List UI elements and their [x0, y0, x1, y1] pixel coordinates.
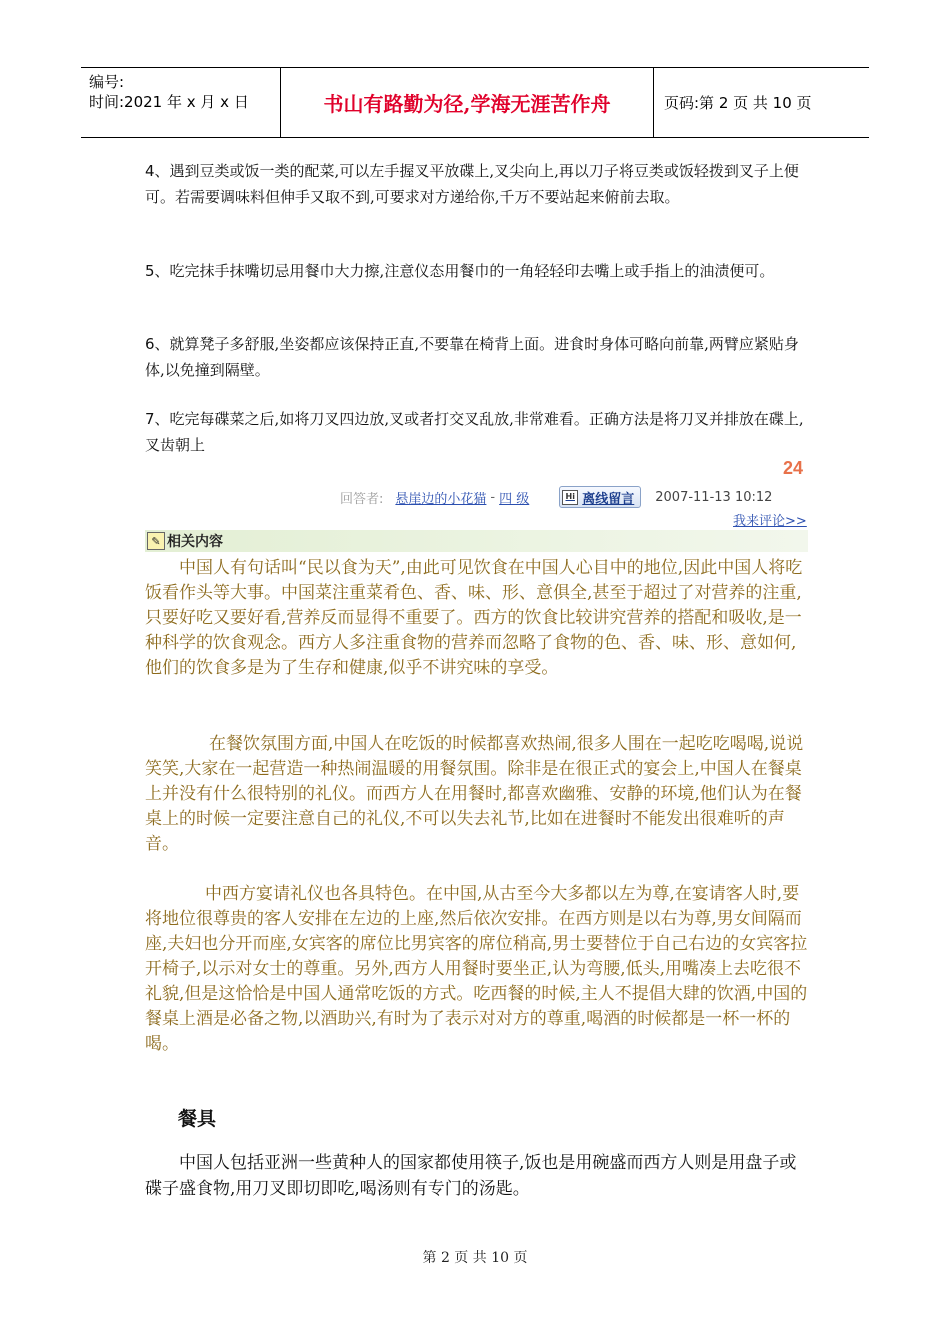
answerer-user-link[interactable]: 悬崖边的小花猫 — [395, 491, 487, 507]
page-footer: 第 2 页 共 10 页 — [422, 1250, 528, 1266]
answerer-level-link[interactable]: 四 级 — [499, 491, 530, 507]
tip-item: 5、吃完抹手抹嘴切忌用餐巾大力擦,注意仪态用餐巾的一角轻轻印去嘴上或手指上的油渍便可。 — [145, 262, 775, 280]
leave-message-button[interactable] — [559, 486, 641, 508]
answer-timestamp: 2007-11-13 10:12 — [655, 489, 773, 505]
header-meta — [81, 68, 281, 137]
answerer-label: 回答者: — [340, 491, 384, 507]
header-page-label: 页码:第 2 页 共 10 页 — [664, 94, 812, 112]
comment-link[interactable]: 我来评论>> — [733, 514, 807, 529]
section-heading: 餐具 — [178, 1108, 217, 1130]
pencil-icon: ✎ — [147, 532, 165, 550]
code-label: 编号: — [89, 73, 125, 91]
related-paragraph: 中西方宴请礼仪也各具特色。在中国,从古至今大多都以左为尊,在宴请客人时,要将地位很尊贵的客人安排在左边的上座,然后依次安排。在西方则是以右为尊,男女间隔而座,夫妇也分开而座,女宾客的席位比男宾客的席位稍高,男士要替位于自己右边的女宾客拉开椅子,以示对女士的尊重。另外,西方人用餐时要坐正,认为弯腰,低头,用嘴凑上去吃很不礼貌,但是这恰恰是中国人通常吃饭的方式。吃西餐的时候,主人不提倡大肆的饮酒,中国的餐桌上酒是必备之物,以酒助兴,有时为了表示对对方的尊重,喝酒的时候都是一杯一杯的喝。 — [145, 884, 808, 1054]
tip-item: 6、就算凳子多舒服,坐姿都应该保持正直,不要靠在椅背上面。进食时身体可略向前靠,两臂应紧贴身体,以免撞到隔壁。 — [145, 335, 799, 379]
answer-score: 24 — [783, 458, 804, 478]
header-motto: 书山有路勤为径,学海无涯苦作舟 — [281, 68, 654, 137]
leave-message-label: 离线留言 — [582, 491, 635, 507]
page-header — [81, 67, 869, 138]
tip-item: 4、遇到豆类或饭一类的配菜,可以左手握叉平放碟上,叉尖向上,再以刀子将豆类或饭轻拨到叉子上便可。若需要调味料但伸手又取不到,可要求对方递给你,千万不要站起来俯前去取。 — [145, 162, 799, 206]
answerer-separator: - — [490, 489, 496, 505]
tip-item: 7、吃完每碟菜之后,如将刀叉四边放,叉或者打交叉乱放,非常难看。正确方法是将刀叉并排放在碟上,叉齿朝上 — [145, 410, 804, 454]
answer-info-row — [340, 484, 810, 510]
related-title: 相关内容 — [167, 534, 223, 550]
hi-icon: Hi — [562, 490, 578, 505]
related-paragraph: 中国人有句话叫“民以食为天”,由此可见饮食在中国人心目中的地位,因此中国人将吃饭看作头等大事。中国菜注重菜肴色、香、味、形、意俱全,甚至于超过了对营养的注重,只要好吃又要好看,营养反而显得不重要了。西方的饮食比较讲究营养的搭配和吸收,是一种科学的饮食观念。西方人多注重食物的营养而忽略了食物的色、香、味、形、意如何,他们的饮食多是为了生存和健康,似乎不讲究味的享受。 — [145, 558, 803, 678]
time-label: 时间:2021 年 x 月 x 日 — [89, 93, 249, 111]
related-content-bar — [145, 530, 808, 552]
related-paragraph: 在餐饮氛围方面,中国人在吃饭的时候都喜欢热闹,很多人围在一起吃吃喝喝,说说笑笑,大家在一起营造一种热闹温暖的用餐氛围。除非是在很正式的宴会上,中国人在餐桌上并没有什么很特别的礼仪。而西方人在用餐时,都喜欢幽雅、安静的环境,他们认为在餐桌上的时候一定要注意自己的礼仪,不可以失去礼节,比如在进餐时不能发出很难听的声音。 — [145, 734, 804, 854]
section-paragraph: 中国人包括亚洲一些黄种人的国家都使用筷子,饭也是用碗盛而西方人则是用盘子或碟子盛食物,用刀叉即切即吃,喝汤则有专门的汤匙。 — [145, 1153, 797, 1199]
